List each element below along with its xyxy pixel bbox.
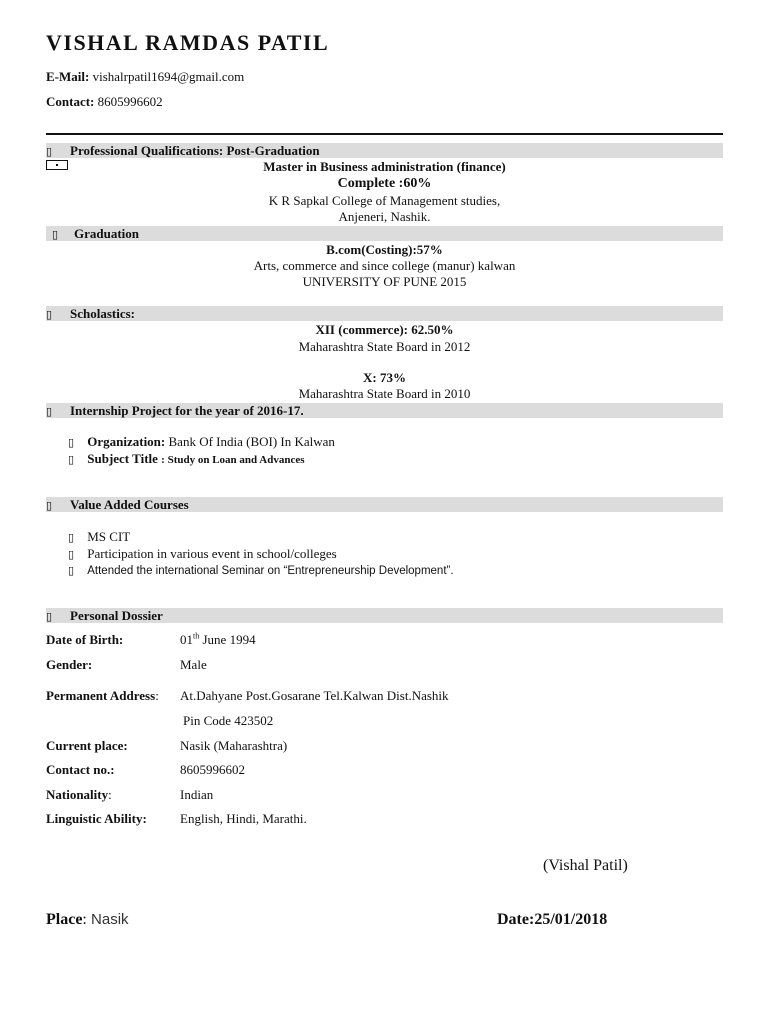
linguistic-label: Linguistic Ability: [46,811,147,826]
dob-value: 01th June 1994 [180,631,256,647]
gender-label: Gender: [46,657,93,672]
section-header-scholastics [46,306,723,321]
list-item [68,562,454,578]
pg-college-line2: Anjeneri, Nashik. [338,209,431,224]
grad-university: UNIVERSITY OF PUNE 2015 [302,274,467,289]
contact-value: 8605996602 [97,94,163,109]
section-header-graduation [46,226,723,241]
subject-label: Subject Title [87,451,158,466]
subject-value: : Study on Loan and Advances [161,454,305,466]
pg-college-line1: K R Sapkal College of Management studies, [268,193,501,208]
candidate-name: VISHAL RAMDAS PATIL [46,30,330,55]
grad-college: Arts, commerce and since college (manur) kalwan [253,258,516,273]
linguistic-value: English, Hindi, Marathi. [180,811,307,826]
email-value: vishalrpatil1694@gmail.com [92,69,245,84]
course-name: MS CIT [87,529,131,544]
internship-subject [68,451,305,467]
bullet-box-icon: ▯ [46,500,53,512]
xii-score: XII (commerce): 62.50% [315,322,454,337]
section-title: Scholastics: [70,306,135,321]
contact-line [46,94,163,110]
section-title: Value Added Courses [70,497,189,512]
contact-label: Contact: [46,94,95,109]
bullet-box-icon: ▯ [46,146,53,158]
bullet-box-icon: ▯ [52,229,59,241]
xii-board: Maharashtra State Board in 2012 [298,339,471,354]
bullet-box-icon: ▯ [68,565,75,577]
contact-no-value: 8605996602 [180,762,245,777]
internship-organization [68,434,335,450]
place-label: Place [46,911,83,928]
nationality-value: Indian [180,787,214,802]
address-label: Permanent Address: [46,688,159,703]
section-header-personal [46,608,723,623]
address-line1: At.Dahyane Post.Gosarane Tel.Kalwan Dist.Nashik [180,688,449,703]
pg-degree: Master in Business administration (finance) [263,159,506,174]
organization-value: Bank Of India (BOI) In Kalwan [168,434,335,449]
bullet-box-icon: ▯ [68,437,75,449]
bullet-box-icon: ▯ [68,454,75,466]
place-line [46,911,129,929]
contact-no-label: Contact no.: [46,762,115,777]
section-header-pg [46,143,723,158]
x-score: X: 73% [363,370,406,385]
grad-degree: B.com(Costing):57% [326,242,443,257]
email-line [46,69,244,85]
list-item [68,546,337,562]
bullet-box-icon: ▯ [46,611,53,623]
section-title: Graduation [74,226,140,241]
header-divider [46,133,723,135]
place-colon: : [82,911,87,928]
section-title: Internship Project for the year of 2016-17. [70,403,304,418]
gender-value: Male [180,657,207,672]
bullet-box-icon: ▯ [46,309,53,321]
list-item [68,529,130,545]
current-place-value: Nasik (Maharashtra) [180,738,288,753]
address-line2: Pin Code 423502 [183,713,274,728]
date-line: Date:25/01/2018 [497,911,608,928]
bullet-box-icon: ▯ [68,532,75,544]
section-title: Professional Qualifications: Post-Graduation [70,143,320,158]
current-place-label: Current place: [46,738,128,753]
place-value: Nasik [86,911,129,928]
organization-label: Organization: [87,434,166,449]
section-title: Personal Dossier [70,608,163,623]
signature-name: (Vishal Patil) [543,857,628,874]
section-header-internship [46,403,723,418]
nationality-label: Nationality: [46,787,112,802]
dob-label: Date of Birth: [46,632,124,647]
email-label: E-Mail: [46,69,90,84]
course-name: Attended the international Seminar on “Entrepreneurship Development”. [87,565,454,577]
x-board: Maharashtra State Board in 2010 [298,386,471,401]
course-name: Participation in various event in school/colleges [87,546,337,561]
section-header-courses [46,497,723,512]
bullet-box-icon: ▯ [46,406,53,418]
pg-score: Complete :60% [337,176,432,191]
bullet-box-icon: ▯ [68,549,75,561]
